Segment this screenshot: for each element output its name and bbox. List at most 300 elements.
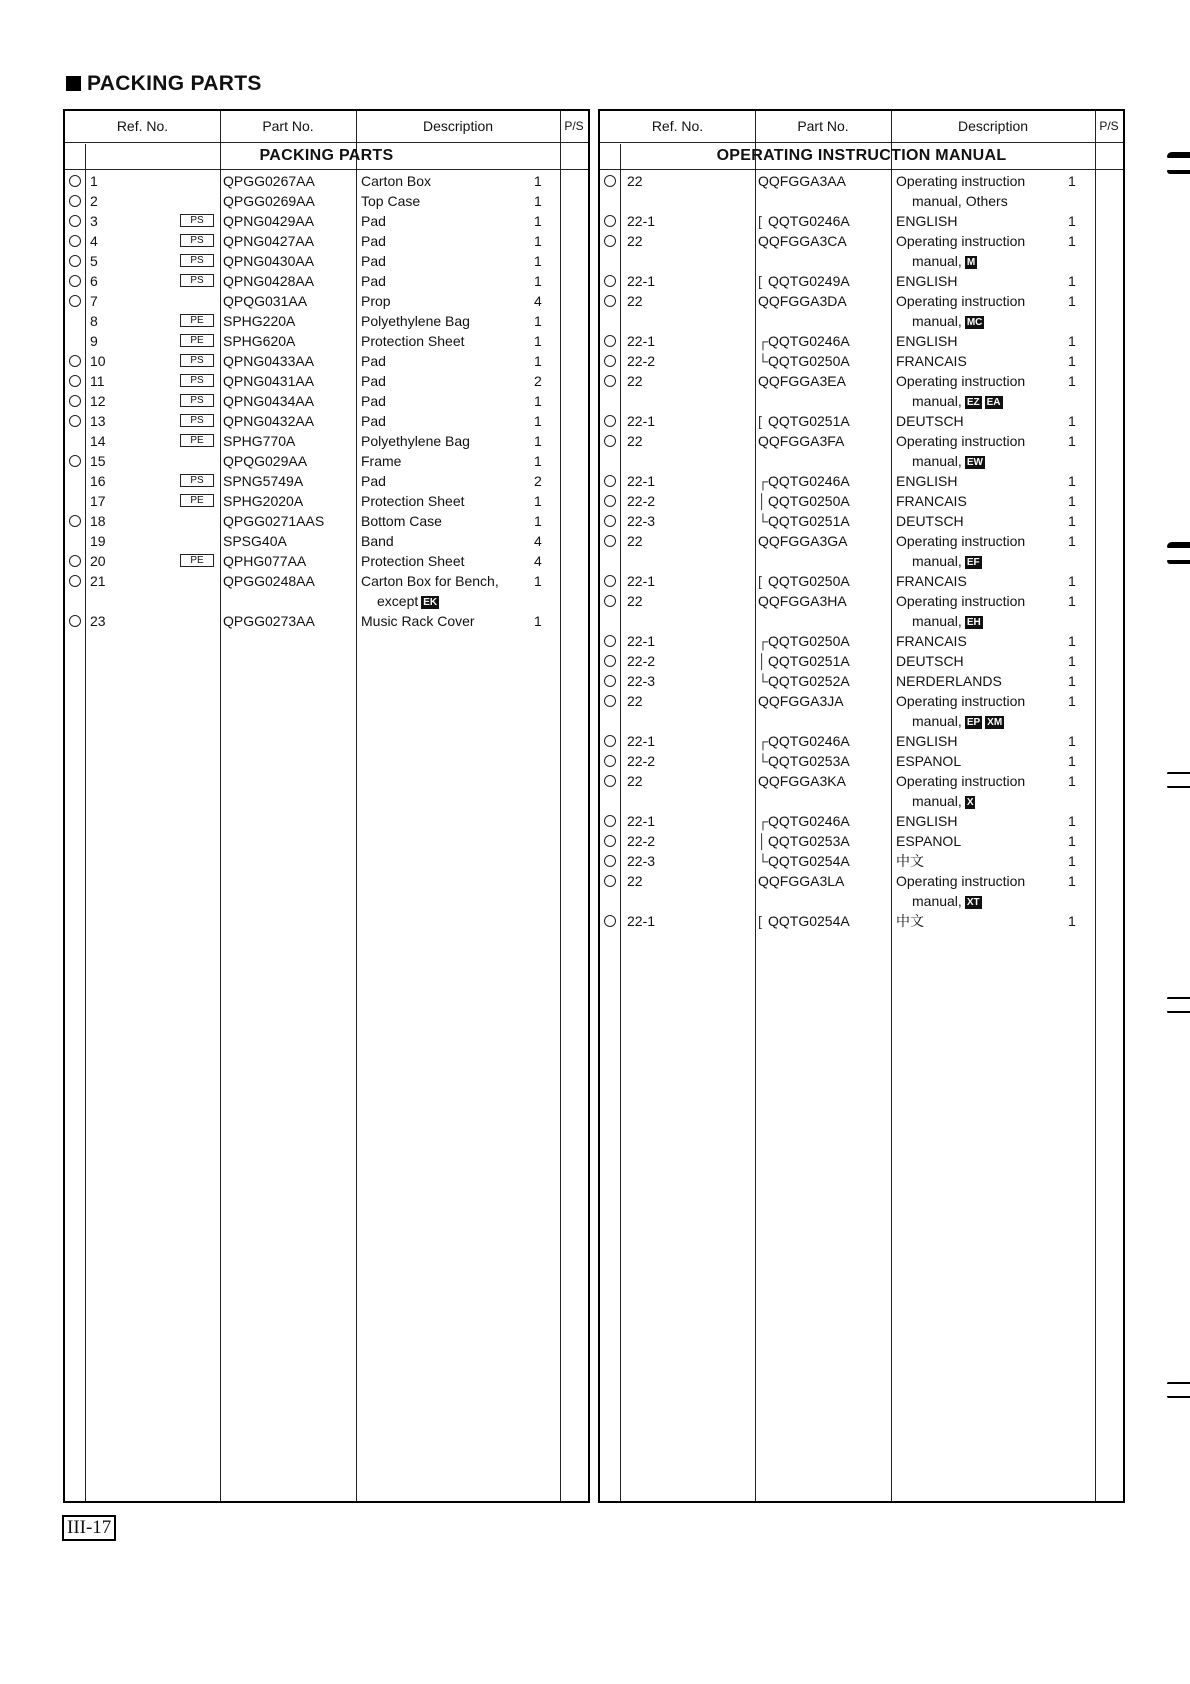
part-no: QPHG077AA <box>223 553 307 569</box>
description <box>361 571 499 591</box>
quantity: 1 <box>1068 773 1076 789</box>
table-row <box>600 791 1123 811</box>
ref-no: 22-1 <box>627 573 656 589</box>
table-row <box>600 211 1123 231</box>
page-title <box>66 72 262 96</box>
description <box>912 791 975 811</box>
description-text: Pad <box>361 213 386 229</box>
description-text: Frame <box>361 453 402 469</box>
description-text: ENGLISH <box>896 473 958 489</box>
description-text: Operating instruction <box>896 233 1026 249</box>
description-text: FRANCAIS <box>896 493 967 509</box>
ref-no: 22-3 <box>627 673 656 689</box>
ref-no: 22-1 <box>627 213 656 229</box>
part-no: QQTG0254A <box>768 913 850 929</box>
part-no: QQTG0246A <box>768 473 850 489</box>
table-row <box>65 431 588 451</box>
description-text: manual, <box>912 553 962 569</box>
table-row <box>600 891 1123 911</box>
description <box>361 531 394 551</box>
part-no: QPQG029AA <box>223 453 308 469</box>
part-no: QPNG0433AA <box>223 353 315 369</box>
part-no: QQTG0250A <box>768 353 850 369</box>
ref-no: 22 <box>627 693 643 709</box>
ref-no: 22 <box>627 773 643 789</box>
ref-no: 14 <box>90 433 106 449</box>
area-code-badge: EF <box>966 557 980 568</box>
quantity: 1 <box>1068 433 1076 449</box>
table-row <box>600 551 1123 571</box>
part-no: QPGG0269AA <box>223 193 315 209</box>
circle-marker-icon <box>604 755 616 767</box>
circle-marker-icon <box>604 855 616 867</box>
quantity: 1 <box>534 393 542 409</box>
description-text: Music Rack Cover <box>361 613 475 629</box>
ps-header: P/S <box>564 119 584 133</box>
packing-parts-section-title: PACKING PARTS <box>259 147 394 164</box>
quantity: 1 <box>1068 693 1076 709</box>
description <box>896 211 957 231</box>
quantity: 1 <box>1068 633 1076 649</box>
quantity: 1 <box>1068 333 1076 349</box>
circle-marker-icon <box>69 235 81 247</box>
description-text: ENGLISH <box>896 813 958 829</box>
quantity: 1 <box>1068 533 1076 549</box>
table-row <box>65 391 588 411</box>
table-row <box>600 651 1123 671</box>
circle-marker-icon <box>604 635 616 647</box>
description-text: manual, <box>912 313 962 329</box>
table-row <box>65 331 588 351</box>
description <box>912 191 1008 211</box>
quantity: 4 <box>534 553 542 569</box>
part-no: QQFGGA3CA <box>758 233 847 249</box>
description-text: NERDERLANDS <box>896 673 1002 689</box>
description-text: ESPANOL <box>896 753 962 769</box>
quantity: 1 <box>534 313 542 329</box>
circle-marker-icon <box>604 575 616 587</box>
description <box>361 511 442 531</box>
description-text: Polyethylene Bag <box>361 433 470 449</box>
table-row <box>65 511 588 531</box>
bracket-glyph: │ <box>758 493 767 509</box>
quantity: 1 <box>534 493 542 509</box>
description-text: Protection Sheet <box>361 333 465 349</box>
area-code-badge: EK <box>423 597 438 608</box>
table-row <box>65 191 588 211</box>
table-row <box>600 511 1123 531</box>
table-row <box>600 311 1123 331</box>
operating-manual-section-title: OPERATING INSTRUCTION MANUAL <box>716 147 1007 164</box>
ref-no: 22 <box>627 233 643 249</box>
section-tab-marker <box>1167 997 1190 1013</box>
part-no: QPQG031AA <box>223 293 308 309</box>
description <box>896 651 964 671</box>
table-row <box>600 771 1123 791</box>
quantity: 2 <box>534 373 542 389</box>
circle-marker-icon <box>69 215 81 227</box>
table-row <box>600 911 1123 931</box>
quantity: 1 <box>534 353 542 369</box>
quantity: 1 <box>1068 353 1076 369</box>
quantity: 1 <box>1068 573 1076 589</box>
quantity: 1 <box>1068 233 1076 249</box>
circle-marker-icon <box>604 275 616 287</box>
description-text: manual, <box>912 793 962 809</box>
description-text: except <box>377 593 419 609</box>
description <box>896 811 957 831</box>
circle-marker-icon <box>604 415 616 427</box>
ref-no: 5 <box>90 253 98 269</box>
quantity: 1 <box>1068 813 1076 829</box>
description <box>896 491 967 511</box>
ref-no: 22-1 <box>627 913 656 929</box>
part-no: QPGG0273AA <box>223 613 315 629</box>
material-mark: PS <box>180 274 214 287</box>
description-text: manual, <box>912 613 962 629</box>
ref-no: 21 <box>90 573 106 589</box>
description <box>361 411 386 431</box>
description <box>361 291 391 311</box>
area-code-badge: XM <box>987 717 1003 728</box>
area-code-badge: XT <box>966 897 980 908</box>
description <box>361 171 431 191</box>
ref-no: 12 <box>90 393 106 409</box>
table-row <box>600 851 1123 871</box>
ref-no: 22-1 <box>627 633 656 649</box>
description-text: DEUTSCH <box>896 413 964 429</box>
description-text: Pad <box>361 233 386 249</box>
table-row <box>600 471 1123 491</box>
page-number: III-17 <box>62 1515 116 1541</box>
section-tab-marker <box>1167 1382 1190 1398</box>
area-code-badge: EH <box>966 617 981 628</box>
table-row <box>600 751 1123 771</box>
part-no: QPNG0434AA <box>223 393 315 409</box>
description-text: ENGLISH <box>896 273 958 289</box>
circle-marker-icon <box>604 535 616 547</box>
bracket-glyph: [ <box>758 273 762 289</box>
table-row <box>65 291 588 311</box>
circle-marker-icon <box>69 395 81 407</box>
part-no: QPGG0271AAS <box>223 513 325 529</box>
description-text: Operating instruction <box>896 873 1026 889</box>
description <box>912 711 1004 731</box>
table-row <box>65 571 588 591</box>
table-row <box>65 251 588 271</box>
ref-no: 22-1 <box>627 333 656 349</box>
table-row <box>600 371 1123 391</box>
quantity: 1 <box>534 413 542 429</box>
description-text: Pad <box>361 353 386 369</box>
ref-no: 22-1 <box>627 733 656 749</box>
ref-no: 22-2 <box>627 653 656 669</box>
description <box>361 331 465 351</box>
ref-no: 13 <box>90 413 106 429</box>
description-text: manual, <box>912 893 962 909</box>
part-no: SPHG2020A <box>223 493 304 509</box>
ref-no: 23 <box>90 613 106 629</box>
quantity: 1 <box>534 193 542 209</box>
description-text: 中文 <box>896 853 924 869</box>
table-row <box>600 711 1123 731</box>
quantity: 1 <box>534 453 542 469</box>
bracket-glyph: │ <box>758 653 767 669</box>
material-mark: PE <box>180 554 214 567</box>
bracket-glyph: └ <box>758 753 768 769</box>
part-no: QPGG0267AA <box>223 173 315 189</box>
description <box>361 491 465 511</box>
circle-marker-icon <box>604 175 616 187</box>
description <box>361 471 386 491</box>
description-text: Operating instruction <box>896 433 1026 449</box>
description <box>896 591 1025 611</box>
material-mark: PS <box>180 254 214 267</box>
table-row <box>600 671 1123 691</box>
part-no: QPNG0430AA <box>223 253 315 269</box>
part-no: QQTG0246A <box>768 213 850 229</box>
ref-no: 16 <box>90 473 106 489</box>
description <box>896 751 961 771</box>
quantity: 1 <box>1068 493 1076 509</box>
bracket-glyph: ┌ <box>758 813 768 829</box>
description <box>896 171 1025 191</box>
circle-marker-icon <box>604 735 616 747</box>
circle-marker-icon <box>69 615 81 627</box>
ref-no: 6 <box>90 273 98 289</box>
description-text: ENGLISH <box>896 333 958 349</box>
part-no: QQTG0254A <box>768 853 850 869</box>
description-text: DEUTSCH <box>896 513 964 529</box>
description-text: Pad <box>361 373 386 389</box>
bracket-glyph: [ <box>758 213 762 229</box>
circle-marker-icon <box>69 275 81 287</box>
part-no: QPNG0427AA <box>223 233 315 249</box>
description-text: Operating instruction <box>896 173 1026 189</box>
ref-no: 22 <box>627 533 643 549</box>
part-no: QQTG0246A <box>768 813 850 829</box>
material-mark: PE <box>180 334 214 347</box>
part-no: SPHG770A <box>223 433 296 449</box>
ref-no: 8 <box>90 313 98 329</box>
description-text: manual, Others <box>912 193 1008 209</box>
quantity: 1 <box>534 613 542 629</box>
circle-marker-icon <box>69 175 81 187</box>
table-row <box>600 411 1123 431</box>
quantity: 1 <box>1068 273 1076 289</box>
bracket-glyph: ┌ <box>758 733 768 749</box>
description-text: Operating instruction <box>896 693 1026 709</box>
description <box>361 191 420 211</box>
table-row <box>65 531 588 551</box>
quantity: 2 <box>534 473 542 489</box>
area-code-badge: EZ <box>966 397 980 408</box>
bracket-glyph: [ <box>758 573 762 589</box>
ref-no: 22-2 <box>627 493 656 509</box>
description-text: Operating instruction <box>896 293 1026 309</box>
material-mark: PS <box>180 474 214 487</box>
bracket-glyph: ┌ <box>758 333 768 349</box>
description-text: Protection Sheet <box>361 553 465 569</box>
ref-no: 1 <box>90 173 98 189</box>
area-code-badge: EA <box>986 397 1001 408</box>
description <box>896 831 961 851</box>
description <box>896 571 967 591</box>
ref-no: 22-1 <box>627 473 656 489</box>
table-row <box>65 171 588 191</box>
circle-marker-icon <box>69 375 81 387</box>
description <box>896 511 964 531</box>
section-tab-marker <box>1167 772 1190 788</box>
material-mark: PS <box>180 374 214 387</box>
part-no: QPNG0431AA <box>223 373 315 389</box>
part-no: QPGG0248AA <box>223 573 315 589</box>
section-tab-marker <box>1167 152 1190 174</box>
quantity: 1 <box>534 173 542 189</box>
description <box>912 311 984 331</box>
quantity: 4 <box>534 293 542 309</box>
material-mark: PE <box>180 494 214 507</box>
table-row <box>600 431 1123 451</box>
quantity: 1 <box>1068 473 1076 489</box>
ref-no: 22-3 <box>627 513 656 529</box>
table-row <box>600 611 1123 631</box>
bracket-glyph: [ <box>758 913 762 929</box>
table-row <box>600 731 1123 751</box>
ref-no: 22 <box>627 873 643 889</box>
description-text: Operating instruction <box>896 373 1026 389</box>
part-no: QQFGGA3HA <box>758 593 847 609</box>
bracket-glyph: └ <box>758 353 768 369</box>
description <box>896 911 924 931</box>
part-no: QQTG0246A <box>768 733 850 749</box>
part-no: QQTG0250A <box>768 573 850 589</box>
ref-no: 20 <box>90 553 106 569</box>
description-text: Pad <box>361 253 386 269</box>
table-row <box>600 831 1123 851</box>
description <box>896 671 1002 691</box>
description-text: ENGLISH <box>896 733 958 749</box>
material-mark: PS <box>180 394 214 407</box>
part-no: QQTG0251A <box>768 653 850 669</box>
material-mark: PS <box>180 214 214 227</box>
table-row <box>65 371 588 391</box>
table-row <box>600 871 1123 891</box>
description-text: Carton Box for Bench, <box>361 573 499 589</box>
table-row <box>600 691 1123 711</box>
quantity: 1 <box>1068 733 1076 749</box>
description <box>896 631 967 651</box>
part-no: QQTG0252A <box>768 673 850 689</box>
part-no: SPHG220A <box>223 313 296 329</box>
description-header: Description <box>422 118 494 134</box>
quantity: 1 <box>534 213 542 229</box>
description <box>361 271 386 291</box>
part-no: QPNG0432AA <box>223 413 315 429</box>
description <box>896 431 1025 451</box>
quantity: 1 <box>1068 593 1076 609</box>
description <box>912 451 985 471</box>
description <box>896 271 957 291</box>
description <box>896 691 1025 711</box>
circle-marker-icon <box>604 375 616 387</box>
description <box>896 771 1025 791</box>
area-code-badge: EP <box>966 717 981 728</box>
description <box>361 311 470 331</box>
part-no: QQTG0253A <box>768 833 850 849</box>
part-no: QQFGGA3EA <box>758 373 846 389</box>
quantity: 1 <box>1068 653 1076 669</box>
circle-marker-icon <box>604 515 616 527</box>
quantity: 1 <box>534 573 542 589</box>
quantity: 1 <box>1068 293 1076 309</box>
table-row <box>65 311 588 331</box>
table-row <box>65 591 588 611</box>
quantity: 1 <box>1068 853 1076 869</box>
table-row <box>65 551 588 571</box>
ref-no: 11 <box>90 373 105 389</box>
circle-marker-icon <box>604 655 616 667</box>
table-row <box>600 631 1123 651</box>
circle-marker-icon <box>604 355 616 367</box>
table-row <box>65 491 588 511</box>
circle-marker-icon <box>69 455 81 467</box>
ref-no: 22-1 <box>627 273 656 289</box>
part-no: QQTG0250A <box>768 633 850 649</box>
circle-marker-icon <box>604 295 616 307</box>
description <box>896 371 1025 391</box>
ref-no: 15 <box>90 453 106 469</box>
table-row <box>65 611 588 631</box>
quantity: 1 <box>534 513 542 529</box>
description <box>361 231 386 251</box>
quantity: 1 <box>1068 413 1076 429</box>
table-row <box>600 491 1123 511</box>
quantity: 1 <box>1068 873 1076 889</box>
table-row <box>65 271 588 291</box>
material-mark: PS <box>180 234 214 247</box>
description-text: DEUTSCH <box>896 653 964 669</box>
description-text: Operating instruction <box>896 773 1026 789</box>
ref-no: 22-1 <box>627 413 656 429</box>
description <box>896 331 957 351</box>
description-text: manual, <box>912 453 962 469</box>
operating-manual-table <box>598 109 1125 1503</box>
circle-marker-icon <box>604 835 616 847</box>
description-text: Operating instruction <box>896 533 1026 549</box>
quantity: 1 <box>1068 373 1076 389</box>
bracket-glyph: ┌ <box>758 473 768 489</box>
ref-no: 10 <box>90 353 106 369</box>
ref-no-header: Ref. No. <box>651 118 704 134</box>
circle-marker-icon <box>69 255 81 267</box>
bracket-glyph: [ <box>758 413 762 429</box>
table-row <box>600 531 1123 551</box>
quantity: 1 <box>1068 173 1076 189</box>
quantity: 1 <box>1068 753 1076 769</box>
material-mark: PS <box>180 354 214 367</box>
part-no-header: Part No. <box>262 118 314 134</box>
quantity: 1 <box>1068 673 1076 689</box>
circle-marker-icon <box>69 575 81 587</box>
quantity: 1 <box>534 433 542 449</box>
ref-no: 3 <box>90 213 98 229</box>
description <box>361 551 465 571</box>
description-text: manual, <box>912 253 962 269</box>
table-row <box>600 251 1123 271</box>
part-no: QQFGGA3KA <box>758 773 846 789</box>
description-text: Operating instruction <box>896 593 1026 609</box>
